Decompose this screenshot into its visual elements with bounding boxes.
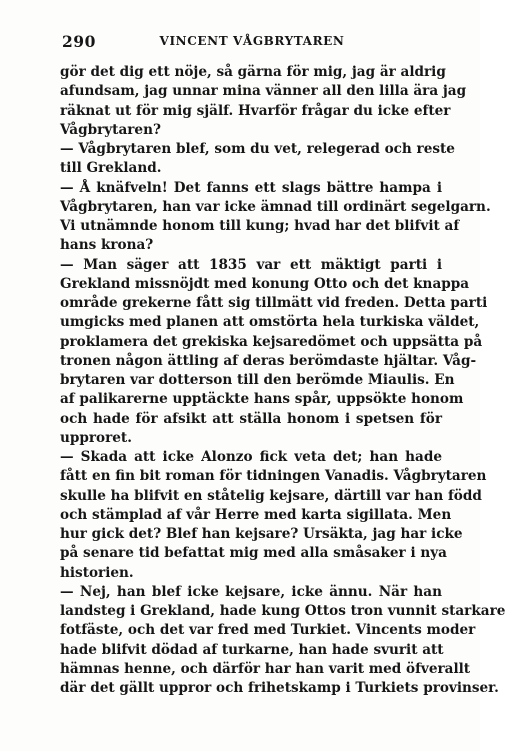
text-line: Grekland missnöjdt med konung Otto och det knappa	[60, 275, 470, 292]
text-line: till Grekland.	[60, 160, 162, 177]
text-line: där det gällt uppror och frihetskamp i Turkiets provinser.	[60, 680, 499, 696]
text-line: afundsam, jag unnar mina vänner all den lilla ära jag	[60, 83, 467, 100]
running-head: VINCENT VÅGBRYTAREN	[159, 34, 345, 48]
text-line: räknat ut för mig själf. Hvarför frågar du icke efter	[60, 102, 451, 119]
text-line: — Skada att icke Alonzo fick veta det; han hade	[60, 449, 442, 465]
text-line: — Å knäfveln! Det fanns ett slags bättre hampa i	[60, 179, 442, 196]
text-line: på senare tid befattat mig med alla småsaker i nya	[60, 545, 447, 562]
text-line: hämnas henne, och därför har han varit med öfverallt	[60, 660, 471, 677]
text-line: gör det dig ett nöje, så gärna för mig, jag är aldrig	[60, 64, 446, 80]
text-line: — Vågbrytaren blef, som du vet, relegerad och reste	[60, 141, 455, 157]
text-line: brytaren var dotterson till den berömde Miaulis. En	[60, 372, 455, 388]
text-line: hans krona?	[60, 237, 154, 254]
text-line: Vågbrytaren?	[60, 121, 161, 138]
text-line: område grekerne fått sig tillmätt vid freden. Detta parti	[60, 295, 488, 311]
text-line: — Nej, han blef icke kejsare, icke ännu. När han	[60, 583, 442, 600]
text-line: hade blifvit dödad af turkarne, han hade svurit att	[60, 641, 444, 658]
text-line: skulle ha blifvit en ståtelig kejsare, därtill var han född	[60, 487, 482, 504]
text-line: Vågbrytaren, han var icke ämnad till ordinärt segelgarn.	[60, 198, 491, 215]
text-line: upproret.	[60, 429, 132, 446]
text-line: hur gick det? Blef han kejsare? Ursäkta, jag har icke	[60, 526, 463, 542]
page-header	[62, 32, 442, 54]
text-line: landsteg i Grekland, hade kung Ottos tron vunnit starkare	[60, 603, 505, 619]
text-line: af palikarerne upptäckte hans spår, uppsökte honom	[60, 391, 464, 408]
text-line: fått en fin bit roman för tidningen Vanadis. Vågbrytaren	[60, 468, 487, 485]
text-line: proklamera det grekiska kejsaredömet och uppsätta på	[60, 333, 483, 350]
page-number: 290	[62, 32, 96, 51]
text-line: umgicks med planen att omstörta hela turkiska väldet,	[60, 314, 480, 331]
text-line: historien.	[60, 564, 134, 581]
text-line: och hade för afsikt att ställa honom i spetsen för	[60, 410, 442, 427]
text-line: tronen någon ättling af deras berömdaste hjältar. Våg-	[60, 352, 477, 369]
text-line: och stämplad af vår Herre med karta sigillata. Men	[60, 506, 452, 523]
text-line: fotfäste, och det var fred med Turkiet. Vincents moder	[60, 622, 476, 639]
body-text	[60, 63, 505, 698]
text-line: Vi utnämnde honom till kung; hvad har det blifvit af	[60, 218, 460, 234]
text-line: — Man säger att 1835 var ett mäktigt parti i	[60, 256, 442, 273]
